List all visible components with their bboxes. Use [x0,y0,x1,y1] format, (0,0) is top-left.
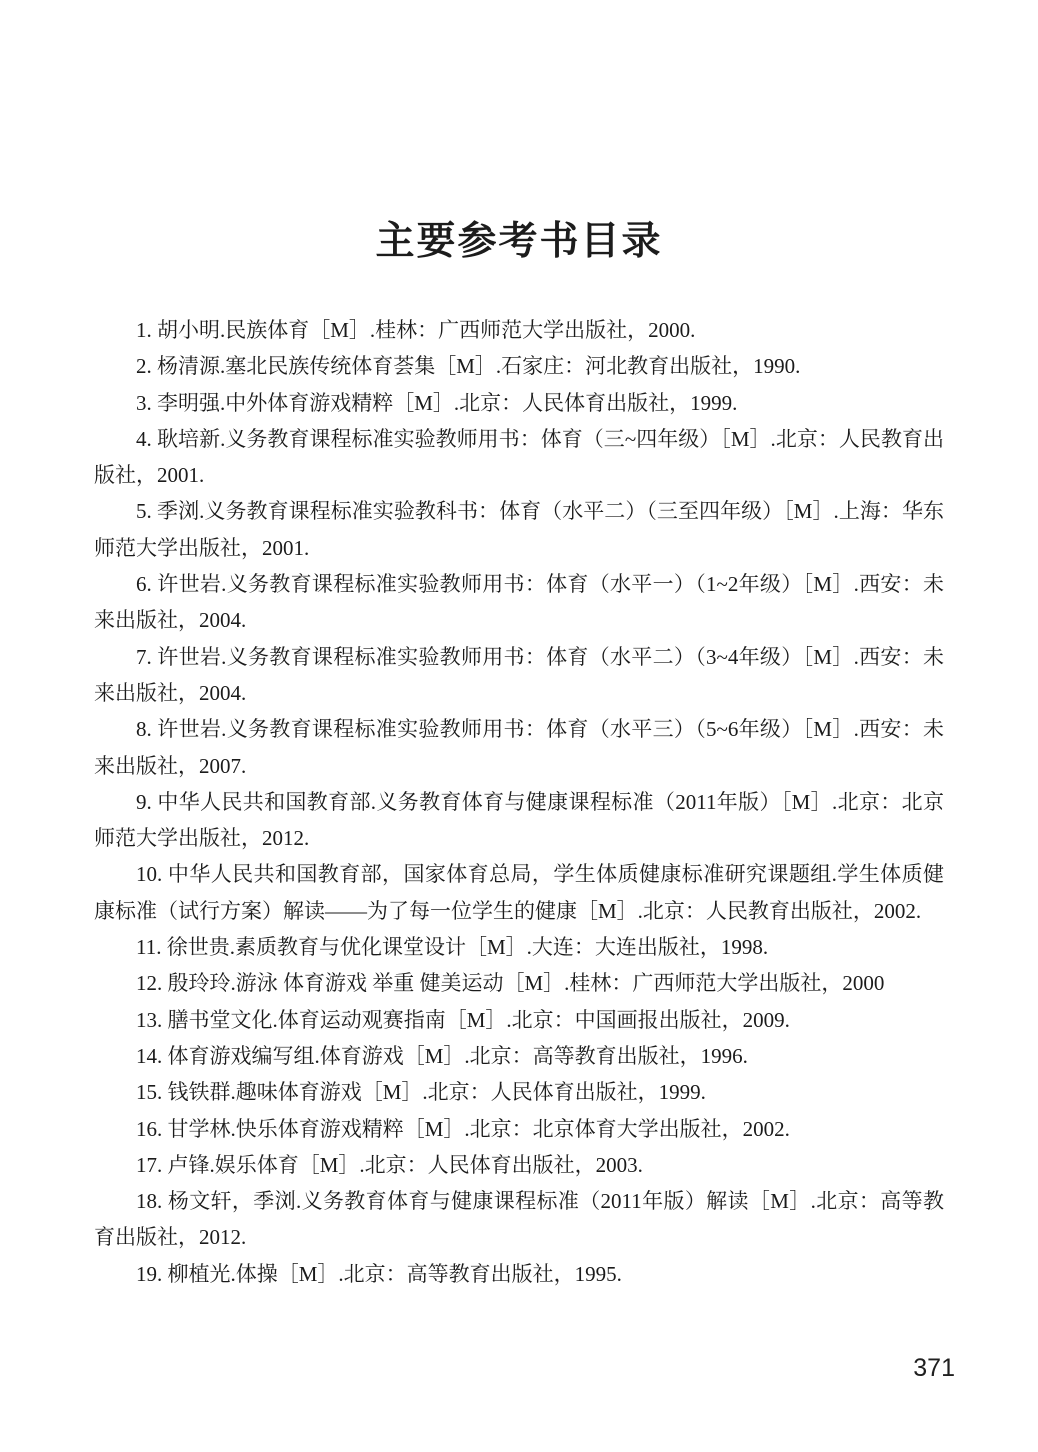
reference-item: 4. 耿培新.义务教育课程标准实验教师用书：体育（三~四年级）［M］.北京：人民教育出版社，2001. [94,426,944,488]
reference-item: 9. 中华人民共和国教育部.义务教育体育与健康课程标准（2011年版）［M］.北京：北京师范大学出版社，2012. [94,789,944,851]
reference-item: 7. 许世岩.义务教育课程标准实验教师用书：体育（水平二）（3~4年级）［M］.西安：未来出版社，2004. [94,644,944,705]
reference-item: 19. 柳植光.体操［M］.北京：高等教育出版社，1995. [136,1261,622,1286]
reference-item: 5. 季浏.义务教育课程标准实验教科书：体育（水平二）（三至四年级）［M］.上海：华东师范大学出版社，2001. [94,499,944,560]
reference-list [0,312,1038,1292]
reference-item: 16. 甘学林.快乐体育游戏精粹［M］.北京：北京体育大学出版社，2002. [136,1116,790,1141]
reference-item: 17. 卢锋.娱乐体育［M］.北京：人民体育出版社，2003. [136,1152,643,1177]
reference-item: 2. 杨清源.塞北民族传统体育荟集［M］.石家庄：河北教育出版社，1990. [136,354,801,379]
reference-item: 3. 李明强.中外体育游戏精粹［M］.北京：人民体育出版社，1999. [136,390,738,415]
reference-item: 6. 许世岩.义务教育课程标准实验教师用书：体育（水平一）（1~2年级）［M］.西安：未来出版社，2004. [94,572,944,633]
reference-item: 14. 体育游戏编写组.体育游戏［M］.北京：高等教育出版社，1996. [136,1043,748,1068]
reference-item: 11. 徐世贵.素质教育与优化课堂设计［M］.大连：大连出版社，1998. [136,935,769,960]
reference-item: 10. 中华人民共和国教育部，国家体育总局，学生体质健康标准研究课题组.学生体质健康标准（试行方案）解读——为了每一位学生的健康［M］.北京：人民教育出版社，2002. [94,862,944,923]
reference-item: 15. 钱铁群.趣味体育游戏［M］.北京：人民体育出版社，1999. [136,1080,706,1105]
page-number: 371 [913,1354,955,1382]
reference-item: 1. 胡小明.民族体育［M］.桂林：广西师范大学出版社，2000. [136,318,696,342]
reference-item: 13. 膳书堂文化.体育运动观赛指南［M］.北京：中国画报出版社，2009. [136,1007,790,1032]
reference-item: 8. 许世岩.义务教育课程标准实验教师用书：体育（水平三）（5~6年级）［M］.西安：未来出版社，2007. [94,717,944,778]
reference-item: 12. 殷玲玲.游泳 体育游戏 举重 健美运动［M］.桂林：广西师范大学出版社，2000 [136,971,885,996]
page-title: 主要参考书目录 [375,220,663,263]
reference-item: 18. 杨文轩，季浏.义务教育体育与健康课程标准（2011年版）解读［M］.北京：高等教育出版社，2012. [94,1189,944,1250]
